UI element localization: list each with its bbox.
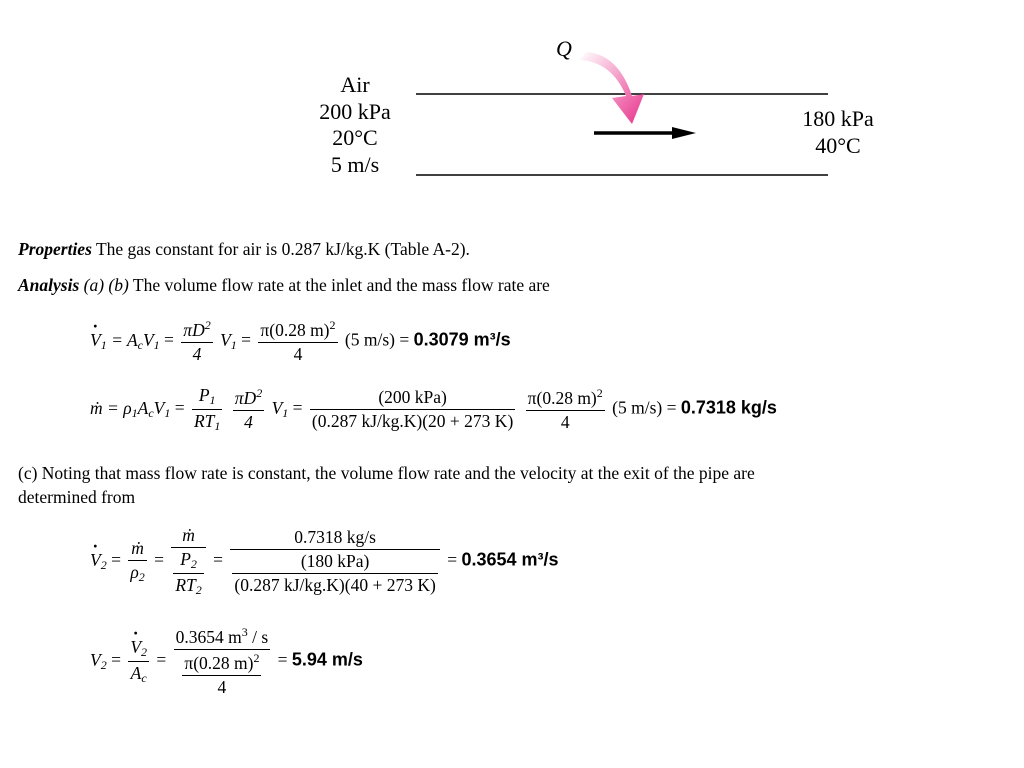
eq2-frac1: [192, 385, 222, 434]
eq4-frac1-num: · V: [130, 637, 141, 658]
eq2-frac4: $\frac{\pi(0.28 m)^2}{4}$: [527, 386, 603, 432]
outlet-pressure: 180 kPa: [802, 106, 874, 131]
eq4-frac1-num-sub: 2: [141, 645, 148, 659]
eq2-v2: V: [271, 397, 283, 418]
eq2-frac3-num: (200 kPa): [378, 387, 447, 407]
eq3-frac2-den-den: RT: [175, 575, 196, 595]
eq3-frac2-den-num-sub: 2: [190, 557, 197, 571]
eq3-frac3-den-num: (180 kPa): [300, 551, 370, 571]
eq2-frac2-num: πD: [234, 388, 257, 408]
equation-inlet-volume-flow: · $V_1 = A_cV_1$ = $\frac{\pi D^2}{4}$ $V_1$ = $\frac{\pi(0.28 m)^2}{4}$ (5 m/s) = 0.3079 m³/s: [90, 318, 511, 365]
inlet-conditions: [298, 72, 412, 178]
eq3-frac1: [128, 538, 146, 585]
heat-label: Q: [556, 36, 572, 61]
eq3-frac1-num: ṁ: [131, 538, 144, 558]
properties-text: The gas constant for air is 0.287 kJ/kg.K (Table A-2).: [91, 239, 470, 259]
eq2-lhs: ṁ = ρ: [90, 397, 132, 418]
eq3-result: 0.3654 m³/s: [461, 549, 559, 570]
outlet-conditions: [780, 106, 896, 159]
eq1-step1-sub: c: [137, 337, 143, 352]
eq3-frac3-den-den: (0.287 kJ/kg.K)(40 + 273 K): [234, 575, 436, 595]
equation-mass-flow: ṁ = $\rho_1A_cV_1$ = $\frac{P_1}{RT_1}$ $\frac{\pi D^2}{4}$ $V_1$ = $\frac{\text{(200 kPa)}}{(0.287 kJ/kg.K)(20 + 273 K)}$ $\frac{\pi(0.28 m)^2}{4}$ (5 m/s) = 0.7318 kg/s: [90, 385, 777, 433]
eq2-frac2: $\frac{\pi D^2}{4}$: [234, 386, 263, 432]
eq1-step1b: V: [142, 329, 154, 350]
eq2-frac3: [310, 387, 515, 432]
eq1-result: 0.3079 m³/s: [413, 329, 511, 350]
inlet-temperature: 20°C: [332, 125, 378, 150]
eq1-tail: (5 m/s) =: [344, 329, 410, 350]
eq3-lhs: · V: [90, 550, 101, 571]
eq2-frac3-den: (0.287 kJ/kg.K)(20 + 273 K): [311, 411, 514, 431]
eq4-frac1-den-sub: c: [141, 671, 147, 685]
eq4-frac1-den: A: [130, 663, 142, 683]
eq2-lhs-sub: 1: [131, 405, 138, 420]
heat-arrow: [580, 52, 644, 124]
part-c-line2: determined from: [18, 487, 136, 507]
eq1-frac1-den: 4: [181, 342, 212, 365]
eq4-lhs-sub: 2: [100, 657, 107, 672]
eq1-mid: V: [220, 329, 231, 350]
eq2-a: A: [137, 397, 149, 418]
eq3-frac2: [171, 525, 205, 598]
eq2-v: V: [153, 397, 165, 418]
eq3-frac3-num: 0.7318 kg/s: [294, 527, 376, 547]
eq2-v2-sub: 1: [282, 405, 289, 420]
eq2-result: 0.7318 kg/s: [680, 397, 777, 418]
properties-label: Properties: [18, 239, 92, 259]
inlet-fluid: Air: [340, 72, 370, 97]
inlet-velocity: 5 m/s: [330, 151, 380, 177]
outlet-temperature: 40°C: [815, 132, 861, 158]
analysis-label: Analysis: [18, 275, 80, 295]
eq1-frac1-num: πD: [183, 320, 205, 340]
eq4-frac1: [128, 637, 149, 686]
equation-exit-volume-flow: · $V_2$ = $\frac{\text{ṁ}}{\rho_2}$ = $\frac{\text{ṁ}}{\frac{P_2}{RT_2}}$ = $\frac{0.7318 kg/s}{\frac{\text{(180 kPa)}}{(0.287 kJ/kg.K)(40 + 273 K)}}$ = 0.3654 m³/s: [90, 525, 559, 598]
pipe-graphics: [0, 0, 1024, 200]
analysis-text: The volume flow rate at the inlet and the mass flow rate are: [128, 275, 550, 295]
eq3-frac3: [230, 527, 439, 596]
inlet-pressure: 200 kPa: [319, 98, 391, 124]
eq3-lhs-sub: 2: [100, 557, 107, 572]
eq2-frac1-num: P: [198, 385, 210, 405]
properties-line: [18, 239, 470, 260]
eq3-frac1-den: ρ: [130, 562, 139, 582]
eq1-lhs-sub: 1: [100, 337, 107, 352]
eq4-frac2: $\frac{0.3654 m^3 / s}{\frac{\pi(0.28 m)^2}{4}}$: [175, 625, 269, 697]
eq3-frac2-den-num: P: [180, 549, 191, 569]
eq4-frac2-num: 0.3654 m: [175, 627, 242, 647]
eq1-frac2: $\frac{\pi(0.28 m)^2}{4}$: [260, 318, 336, 364]
eq2-frac2-den: 4: [233, 410, 264, 433]
eq4-frac2-den-den: 4: [182, 675, 261, 698]
equation-exit-velocity: $V_2$ = · $\frac{V_2}{A_c}$ = $\frac{0.3654 m^3 / s}{\frac{\pi(0.28 m)^2}{4}}$ = 5.94 m/s: [90, 625, 363, 698]
eq2-frac1-num-sub: 1: [209, 393, 216, 407]
eq2-a-sub: c: [148, 405, 154, 420]
eq2-tail: (5 m/s) =: [612, 397, 677, 418]
eq1-lhs: · V: [90, 330, 101, 351]
eq1-step1b-sub: 1: [153, 337, 160, 352]
eq1-frac1: $\frac{\pi D^2}{4}$: [183, 318, 211, 364]
eq3-frac1-den-sub: 2: [138, 570, 145, 584]
eq2-frac4-den: 4: [526, 410, 605, 433]
eq1-frac2-den: 4: [258, 342, 337, 365]
eq2-frac1-den: RT: [193, 411, 215, 431]
eq1-mid-sub: 1: [230, 337, 237, 352]
eq1-step1: = A: [111, 329, 138, 350]
eq2-frac1-den-sub: 1: [214, 419, 221, 433]
eq2-v-sub: 1: [164, 405, 171, 420]
eq3-frac2-num: ṁ: [182, 525, 195, 545]
analysis-line: [18, 275, 550, 296]
eq4-result: 5.94 m/s: [291, 649, 363, 670]
eq3-frac2-den-den-sub: 2: [195, 583, 202, 597]
part-c-line1: (c) Noting that mass flow rate is constant, the volume flow rate and the velocity at the exit of the pipe are: [18, 463, 755, 483]
eq4-lhs: V: [90, 649, 101, 670]
flow-arrow: [594, 127, 696, 139]
eq4-frac2-den-num: π(0.28 m): [184, 653, 254, 673]
eq4-frac2-num-tail: / s: [247, 627, 269, 647]
eq1-frac2-num: π(0.28 m): [260, 320, 330, 340]
analysis-parts: (a) (b): [83, 275, 129, 295]
eq2-frac4-num: π(0.28 m): [527, 388, 597, 408]
